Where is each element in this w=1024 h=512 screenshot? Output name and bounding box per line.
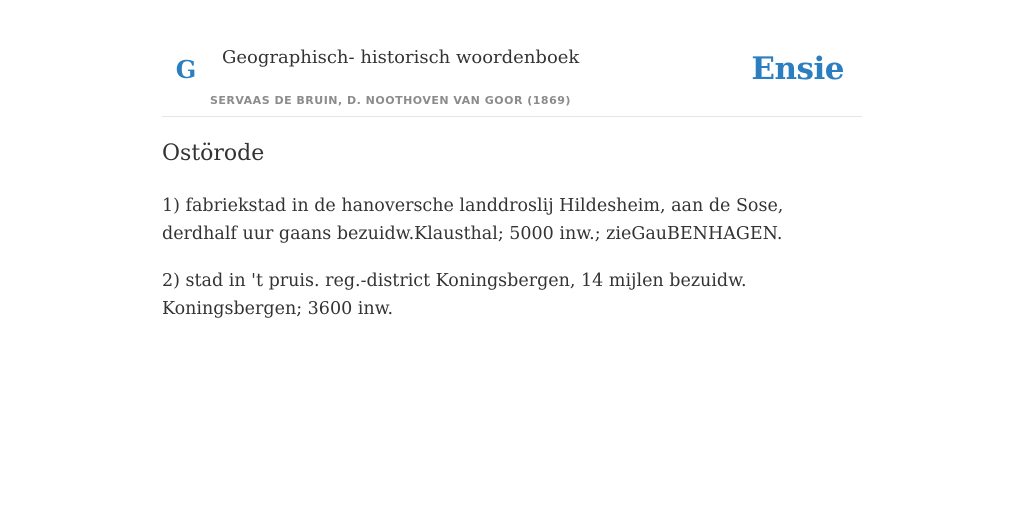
book-authors: SERVAAS DE BRUIN, D. NOOTHOVEN VAN GOOR (1869) xyxy=(210,94,571,107)
definition-1: 1) fabriekstad in de hanoversche landdroslij Hildesheim, aan de Sose, derdhalf uur gaans bezuidw.Klausthal; 5000 inw.; zieGauBENHAGEN. xyxy=(162,196,784,244)
definition-2: 2) stad in 't pruis. reg.-district Koningsbergen, 14 mijlen bezuidw. Koningsbergen; 3600 inw. xyxy=(162,271,747,319)
book-title[interactable]: Geographisch- historisch woordenboek xyxy=(222,47,580,68)
dictionary-header xyxy=(162,0,862,117)
entry-content xyxy=(162,136,862,323)
book-letter-icon[interactable]: G xyxy=(175,55,197,84)
ensie-logo[interactable]: Ensie xyxy=(751,51,844,87)
entry-title: Ostörode xyxy=(162,141,265,166)
